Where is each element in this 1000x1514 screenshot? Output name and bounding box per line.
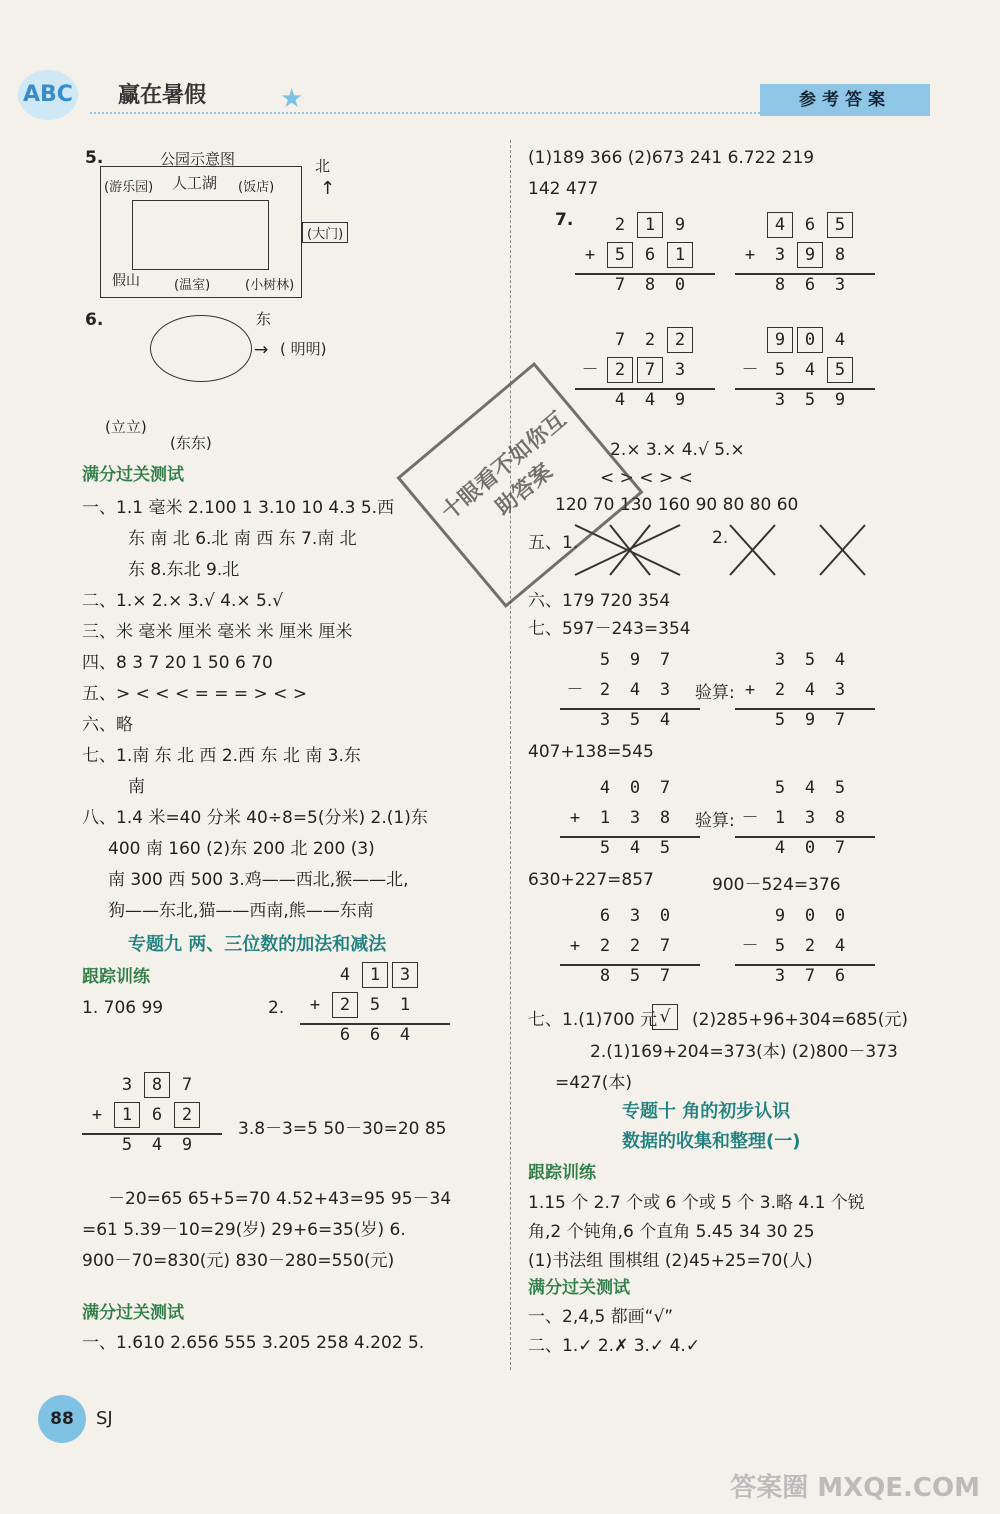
- q7-label: 7.: [555, 210, 574, 230]
- park-item: (饭店): [238, 180, 275, 195]
- answer-line: 900－524=376: [712, 875, 841, 895]
- answer-line: 二、1.✓ 2.✗ 3.✓ 4.✓: [528, 1336, 701, 1356]
- park-item: (温室): [174, 278, 211, 293]
- answer-line: 三、米 毫米 厘米 毫米 米 厘米 厘米: [82, 622, 353, 642]
- section-heading: 满分过关测试: [82, 465, 184, 485]
- answer-line: 五、1.: [528, 533, 579, 553]
- answer-line: 400 南 160 (2)东 200 北 200 (3): [108, 839, 375, 859]
- dongdong-label: (东东): [170, 434, 212, 452]
- answer-line: (2)285+96+304=685(元): [692, 1010, 909, 1030]
- vertical-calc: 5 9 7 － 2 4 3 3 5 4: [566, 650, 671, 730]
- topic-heading: 专题十 角的初步认识: [622, 1101, 791, 1122]
- answer-line: =427(本): [555, 1073, 632, 1093]
- vertical-calc: 5 4 5 － 1 3 8 4 0 7: [741, 778, 846, 858]
- answer-line: 狗——东北,猫——西南,熊——东南: [108, 901, 374, 921]
- answer-tab: 参考答案: [760, 84, 930, 116]
- east-label: 东: [256, 310, 272, 328]
- answer-line: 一、2,4,5 都画“√”: [528, 1307, 674, 1327]
- answer-line: 五、> < < < = = = > < >: [82, 684, 308, 704]
- series-code: SJ: [96, 1408, 113, 1429]
- park-item: (大门): [302, 222, 348, 243]
- answer-line: 900－70=830(元) 830－280=550(元): [82, 1251, 395, 1271]
- vertical-calc: 4 6 5 + 3 9 8 8 6 3: [735, 210, 855, 300]
- answer-line: 2.: [712, 528, 729, 548]
- tree-icon: [150, 315, 252, 382]
- answer-line: 一、1.610 2.656 555 3.205 258 4.202 5.: [82, 1333, 425, 1353]
- section-heading: 满分过关测试: [528, 1278, 630, 1298]
- vertical-calc: 3 5 4 + 2 4 3 5 9 7: [744, 650, 846, 730]
- answer-line: 南: [128, 777, 145, 797]
- answer-line: 一、1.1 毫米 2.100 1 3.10 10 4.3 5.西: [82, 498, 395, 518]
- answer-line: =61 5.39－10=29(岁) 29+6=35(岁) 6.: [82, 1220, 406, 1240]
- answer-line: 407+138=545: [528, 742, 654, 762]
- answer-line: 120 70 130 160 90 80 80 60: [555, 495, 799, 515]
- topic-heading: 数据的收集和整理(一): [622, 1131, 801, 1152]
- park-item: (小树林): [245, 278, 295, 293]
- book-title: 赢在暑假: [118, 83, 207, 108]
- answer-line: 东 南 北 6.北 南 西 东 7.南 北: [128, 529, 357, 549]
- answer-line: 八、1.4 米=40 分米 40÷8=5(分米) 2.(1)东: [82, 808, 428, 828]
- answer-line: 角,2 个钝角,6 个直角 5.45 34 30 25: [528, 1222, 815, 1242]
- star-icon: ★: [280, 84, 304, 114]
- vertical-calc: 7 2 2 － 2 7 3 4 4 9: [575, 325, 695, 415]
- answer-line: 南 300 西 500 3.鸡——西北,猴——北,: [108, 870, 409, 890]
- verify-label: 验算:: [695, 811, 735, 831]
- vertical-calc: 9 0 0 － 5 2 4 3 7 6: [741, 906, 846, 986]
- section-heading: 跟踪训练: [82, 967, 150, 987]
- vertical-calc: 4 0 7 + 1 3 8 5 4 5: [569, 778, 671, 858]
- watermark: 答案圈 MXQE.COM: [730, 1473, 980, 1503]
- vertical-calc: 2 1 9 + 5 6 1 7 8 0: [575, 210, 695, 300]
- vertical-calc: 4 1 3 + 2 5 1 6 6 4: [300, 960, 420, 1050]
- park-item: 人工湖: [172, 174, 218, 192]
- mingming-label: ( 明明): [280, 340, 327, 358]
- page-number: 88: [38, 1395, 86, 1443]
- answer-line: 1.15 个 2.7 个或 6 个或 5 个 3.略 4.1 个锐: [528, 1193, 865, 1213]
- q5-label: 5.: [85, 148, 104, 168]
- answer-line: 142 477: [528, 179, 599, 199]
- answer-line: (1)书法组 围棋组 (2)45+25=70(人): [528, 1251, 813, 1271]
- section-heading: 满分过关测试: [82, 1303, 184, 1323]
- page-header: [0, 0, 1000, 130]
- logo: ABC: [18, 70, 78, 120]
- park-item: 假山: [112, 273, 140, 289]
- topic-heading: 专题九 两、三位数的加法和减法: [128, 934, 387, 955]
- section-heading: 跟踪训练: [528, 1163, 596, 1183]
- park-title: 公园示意图: [160, 150, 236, 168]
- answer-line: 3.8－3=5 50－30=20 85: [238, 1119, 447, 1139]
- q6-label: 6.: [85, 310, 104, 330]
- lili-label: (立立): [105, 418, 147, 436]
- answer-line: 2.× 3.× 4.√ 5.×: [610, 440, 745, 460]
- answer-line: 七、1.南 东 北 西 2.西 东 北 南 3.东: [82, 746, 361, 766]
- answer-line: 2.: [268, 998, 285, 1018]
- vertical-calc: 3 8 7 + 1 6 2 5 4 9: [82, 1070, 202, 1160]
- north-label: 北: [315, 157, 331, 175]
- check-mark: √: [652, 1004, 678, 1030]
- park-item: (游乐园): [104, 180, 154, 195]
- answer-line: 1. 706 99: [82, 998, 164, 1018]
- answer-line: 七、1.(1)700 元: [528, 1010, 658, 1030]
- answer-line: 四、8 3 7 20 1 50 6 70: [82, 653, 273, 673]
- answer-line: 七、597－243=354: [528, 619, 691, 639]
- answer-line: 六、略: [82, 715, 133, 735]
- answer-line: 六、179 720 354: [528, 591, 671, 611]
- verify-label: 验算:: [695, 683, 735, 703]
- ink-stamp: 十眼看不如你互助答案: [396, 362, 643, 608]
- answer-line: －20=65 65+5=70 4.52+43=95 95－34: [108, 1189, 452, 1209]
- answer-line: 东 8.东北 9.北: [128, 560, 240, 580]
- vertical-calc: 9 0 4 － 5 4 5 3 5 9: [735, 325, 855, 415]
- answer-line: 630+227=857: [528, 870, 654, 890]
- north-arrow: ↑: [320, 178, 336, 199]
- answer-line: < > < > <: [600, 468, 693, 488]
- column-divider: [510, 140, 511, 1370]
- vertical-calc: 6 3 0 + 2 2 7 8 5 7: [569, 906, 671, 986]
- answer-line: (1)189 366 (2)673 241 6.722 219: [528, 148, 815, 168]
- answer-line: 2.(1)169+204=373(本) (2)800－373: [590, 1042, 898, 1062]
- answer-line: 二、1.× 2.× 3.√ 4.× 5.√: [82, 591, 284, 611]
